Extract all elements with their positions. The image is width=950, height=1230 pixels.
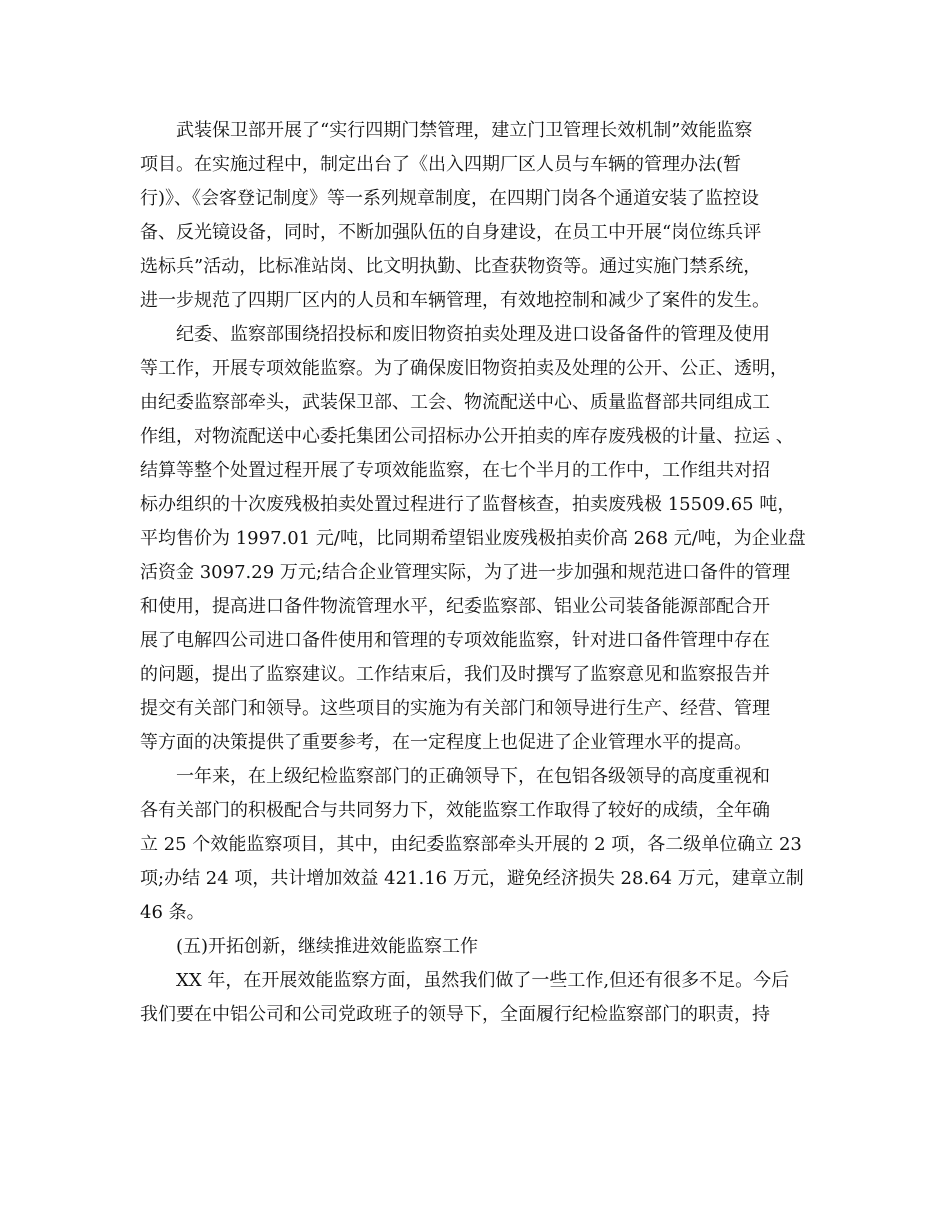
section-heading: (五)开拓创新，继续推进效能监察工作 [176,936,479,957]
paragraph-line: 标办组织的十次废残极拍卖处置过程进行了监督核查，拍卖废残极 15509.65 吨， [140,494,796,515]
paragraph-line: 平均售价为 1997.01 元/吨，比同期希望铝业废残极拍卖价高 268 元/吨，为企业盘 [140,528,806,549]
paragraph-line: 46 条。 [140,902,205,923]
paragraph-line: 备、反光镜设备，同时，不断加强队伍的自身建设，在员工中开展“岗位练兵评 [140,222,762,243]
paragraph-line: XX 年，在开展效能监察方面，虽然我们做了一些工作,但还有很多不足。今后 [176,970,790,991]
document-body [140,114,810,1032]
paragraph-line: 一年来，在上级纪检监察部门的正确领导下，在包铝各级领导的高度重视和 [176,766,770,787]
paragraph-line: 武装保卫部开展了“实行四期门禁管理，建立门卫管理长效机制”效能监察 [176,120,753,141]
paragraph-line: 的问题，提出了监察建议。工作结束后，我们及时撰写了监察意见和监察报告并 [140,664,770,685]
paragraph-line: 活资金 3097.29 万元;结合企业管理实际，为了进一步加强和规范进口备件的管理 [140,562,790,583]
paragraph-line: 选标兵”活动，比标准站岗、比文明执勤、比查获物资等。通过实施门禁系统， [140,256,762,277]
paragraph-line: 等方面的决策提供了重要参考，在一定程度上也促进了企业管理水平的提高。 [140,732,752,753]
paragraph-line: 我们要在中铝公司和公司党政班子的领导下，全面履行纪检监察部门的职责，持 [140,1004,770,1025]
paragraph-line: 提交有关部门和领导。这些项目的实施为有关部门和领导进行生产、经营、管理 [140,698,770,719]
paragraph-line: 各有关部门的积极配合与共同努力下，效能监察工作取得了较好的成绩，全年确 [140,800,770,821]
paragraph-line: 立 25 个效能监察项目，其中，由纪委监察部牵头开展的 2 项，各二级单位确立 23 [140,834,802,855]
paragraph-line: 由纪委监察部牵头，武装保卫部、工会、物流配送中心、质量监督部共同组成工 [140,392,770,413]
paragraph-line: 纪委、监察部围绕招投标和废旧物资拍卖处理及进口设备备件的管理及使用 [176,324,770,345]
paragraph-line: 项;办结 24 项，共计增加效益 421.16 万元，避免经济损失 28.64 万元，建章立制 [140,868,804,889]
paragraph-line: 项目。在实施过程中，制定出台了《出入四期厂区人员与车辆的管理办法(暂 [140,154,742,175]
paragraph-line: 和使用，提高进口备件物流管理水平，纪委监察部、铝业公司装备能源部配合开 [140,596,770,617]
paragraph-line: 展了电解四公司进口备件使用和管理的专项效能监察，针对进口备件管理中存在 [140,630,770,651]
paragraph-line: 进一步规范了四期厂区内的人员和车辆管理，有效地控制和减少了案件的发生。 [140,290,770,311]
paragraph-line: 行)》、《会客登记制度》等一系列规章制度，在四期门岗各个通道安装了监控设 [140,188,760,209]
paragraph-line: 结算等整个处置过程开展了专项效能监察，在七个半月的工作中，工作组共对招 [140,460,770,481]
paragraph-line: 作组，对物流配送中心委托集团公司招标办公开拍卖的库存废残极的计量、拉运 、 [140,426,794,447]
paragraph-line: 等工作，开展专项效能监察。为了确保废旧物资拍卖及处理的公开、公正、透明， [140,358,788,379]
